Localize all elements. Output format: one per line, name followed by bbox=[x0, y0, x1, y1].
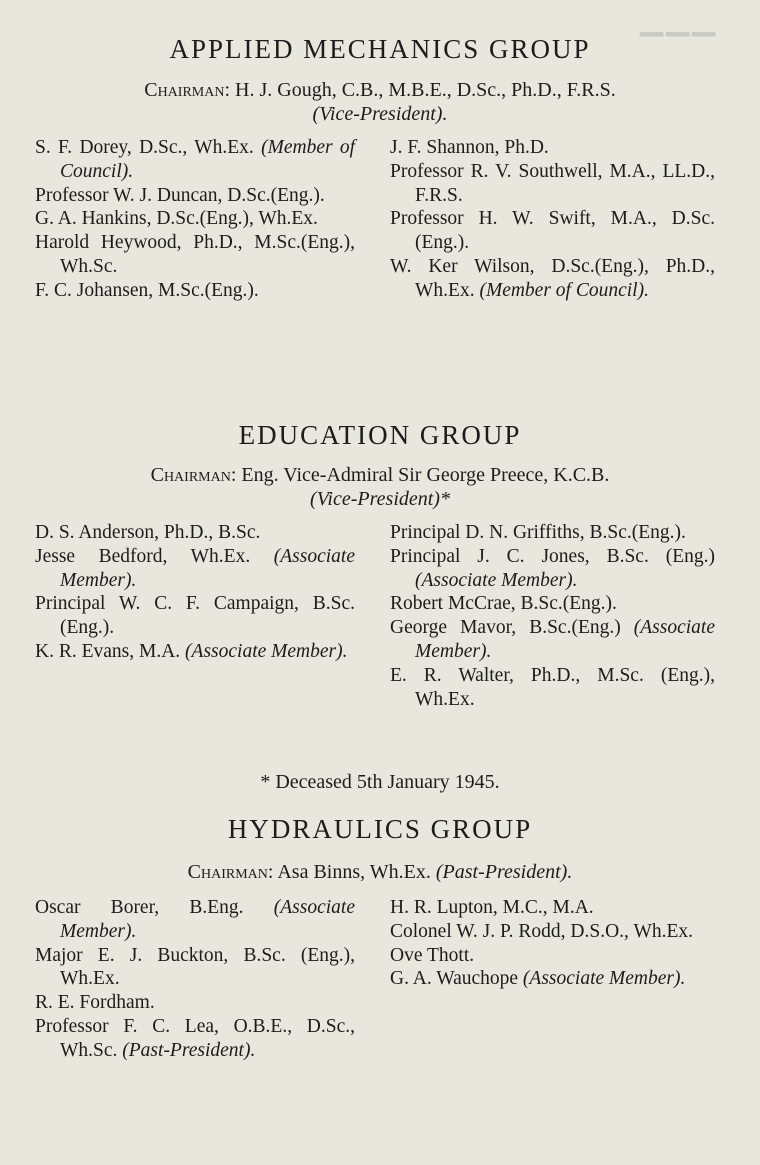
member-name: Professor F. C. Lea, O.B.E., D.Sc., Wh.Sc. bbox=[35, 1015, 355, 1061]
member-entry bbox=[35, 184, 355, 208]
member-name: Robert McCrae, B.Sc.(Eng.). bbox=[390, 593, 617, 615]
member-entry bbox=[390, 160, 715, 208]
member-note: (Associate Member). bbox=[60, 897, 356, 942]
member-note: (Associate Member). bbox=[522, 968, 686, 990]
member-list-right bbox=[390, 896, 715, 991]
member-name: Oscar Borer, B.Eng. bbox=[35, 897, 244, 918]
member-entry bbox=[35, 279, 355, 303]
member-name: J. F. Shannon, Ph.D. bbox=[390, 137, 549, 158]
member-entry bbox=[35, 944, 355, 992]
section-heading-education: EDUCATION GROUP bbox=[238, 420, 522, 450]
member-name: K. R. Evans, M.A. bbox=[35, 640, 181, 662]
member-name: Professor W. J. Duncan, D.Sc.(Eng.). bbox=[35, 184, 325, 206]
member-name: G. A. Hankins, D.Sc.(Eng.), Wh.Ex. bbox=[35, 208, 318, 230]
member-entry bbox=[390, 521, 715, 545]
member-entry bbox=[390, 896, 715, 920]
chairman-role: (Vice-President). bbox=[312, 103, 448, 125]
chairman-role: (Past-President). bbox=[435, 861, 573, 883]
member-name: Principal J. C. Jones, B.Sc. (Eng.) bbox=[390, 545, 715, 567]
chairman-name: : Asa Binns, Wh.Ex. bbox=[267, 861, 431, 883]
member-entry bbox=[35, 136, 355, 184]
member-name: Principal W. C. F. Campaign, B.Sc.(Eng.). bbox=[35, 593, 355, 639]
member-note: (Member of Council). bbox=[60, 137, 356, 182]
chairman-applied-mechanics bbox=[0, 78, 760, 126]
member-entry bbox=[35, 207, 355, 231]
chairman-role: (Vice-President)* bbox=[310, 488, 450, 510]
member-entry bbox=[35, 1015, 355, 1063]
member-note: (Associate Member). bbox=[185, 640, 348, 662]
member-name: D. S. Anderson, Ph.D., B.Sc. bbox=[35, 522, 261, 543]
chairman-label: Chairman bbox=[187, 861, 268, 883]
member-entry bbox=[35, 521, 355, 545]
member-entry bbox=[390, 944, 715, 968]
member-entry bbox=[35, 640, 355, 664]
member-list-left bbox=[35, 136, 355, 303]
member-entry bbox=[390, 592, 715, 616]
member-name: Principal D. N. Griffiths, B.Sc.(Eng.). bbox=[390, 522, 686, 543]
chairman-education bbox=[0, 463, 760, 511]
member-name: G. A. Wauchope bbox=[390, 968, 519, 990]
member-name: Jesse Bedford, Wh.Ex. bbox=[35, 545, 251, 567]
member-entry bbox=[390, 545, 715, 593]
member-name: George Mavor, B.Sc.(Eng.) bbox=[390, 617, 621, 639]
member-entry bbox=[35, 592, 355, 640]
chairman-name: : H. J. Gough, C.B., M.B.E., D.Sc., Ph.D., F.R.S. bbox=[224, 79, 616, 101]
member-entry bbox=[390, 136, 715, 160]
member-name: Major E. J. Buckton, B.Sc. (Eng.), Wh.Ex. bbox=[35, 944, 355, 990]
member-name: R. E. Fordham. bbox=[35, 992, 155, 1014]
member-note: (Associate Member). bbox=[60, 545, 355, 591]
member-name: F. C. Johansen, M.Sc.(Eng.). bbox=[35, 279, 259, 301]
section-heading-applied-mechanics: APPLIED MECHANICS GROUP bbox=[169, 34, 591, 64]
chairman-label: Chairman bbox=[150, 464, 231, 486]
member-note: (Associate Member). bbox=[415, 617, 715, 662]
chairman-name: : Eng. Vice-Admiral Sir George Preece, K.C.B. bbox=[230, 464, 610, 486]
member-entry bbox=[390, 207, 715, 255]
member-name: Colonel W. J. P. Rodd, D.S.O., Wh.Ex. bbox=[390, 920, 694, 942]
member-name: Professor H. W. Swift, M.A., D.Sc. (Eng.). bbox=[390, 208, 715, 254]
showthrough-mark: ▁▁▁ bbox=[640, 3, 719, 36]
member-entry bbox=[35, 545, 355, 593]
member-name: Ove Thott. bbox=[390, 944, 475, 966]
member-list-left bbox=[35, 521, 355, 664]
member-entry bbox=[35, 896, 355, 944]
member-entry bbox=[35, 231, 355, 279]
member-list-right bbox=[390, 136, 715, 303]
member-entry bbox=[390, 967, 715, 991]
footnote: * Deceased 5th January 1945. bbox=[260, 771, 500, 793]
member-note: (Member of Council). bbox=[479, 279, 649, 301]
member-name: E. R. Walter, Ph.D., M.Sc. (Eng.), Wh.Ex. bbox=[390, 664, 715, 710]
member-list-left bbox=[35, 896, 355, 1063]
member-entry bbox=[390, 616, 715, 664]
member-name: H. R. Lupton, M.C., M.A. bbox=[390, 897, 594, 918]
member-name: Harold Heywood, Ph.D., M.Sc.(Eng.), Wh.Sc. bbox=[35, 232, 355, 277]
member-name: Professor R. V. Southwell, M.A., LL.D., F.R.S. bbox=[390, 160, 715, 206]
member-entry bbox=[35, 991, 355, 1015]
member-list-right bbox=[390, 521, 715, 711]
section-heading-hydraulics: HYDRAULICS GROUP bbox=[227, 814, 533, 844]
member-note: (Past-President). bbox=[122, 1039, 256, 1061]
member-name: S. F. Dorey, D.Sc., Wh.Ex. bbox=[35, 137, 254, 158]
member-name: W. Ker Wilson, D.Sc.(Eng.), Ph.D., Wh.Ex. bbox=[390, 255, 715, 301]
member-note: (Associate Member). bbox=[415, 569, 578, 591]
member-entry bbox=[390, 920, 715, 944]
member-entry bbox=[390, 255, 715, 303]
chairman-label: Chairman bbox=[144, 79, 225, 101]
chairman-hydraulics bbox=[0, 860, 760, 884]
member-entry bbox=[390, 664, 715, 712]
